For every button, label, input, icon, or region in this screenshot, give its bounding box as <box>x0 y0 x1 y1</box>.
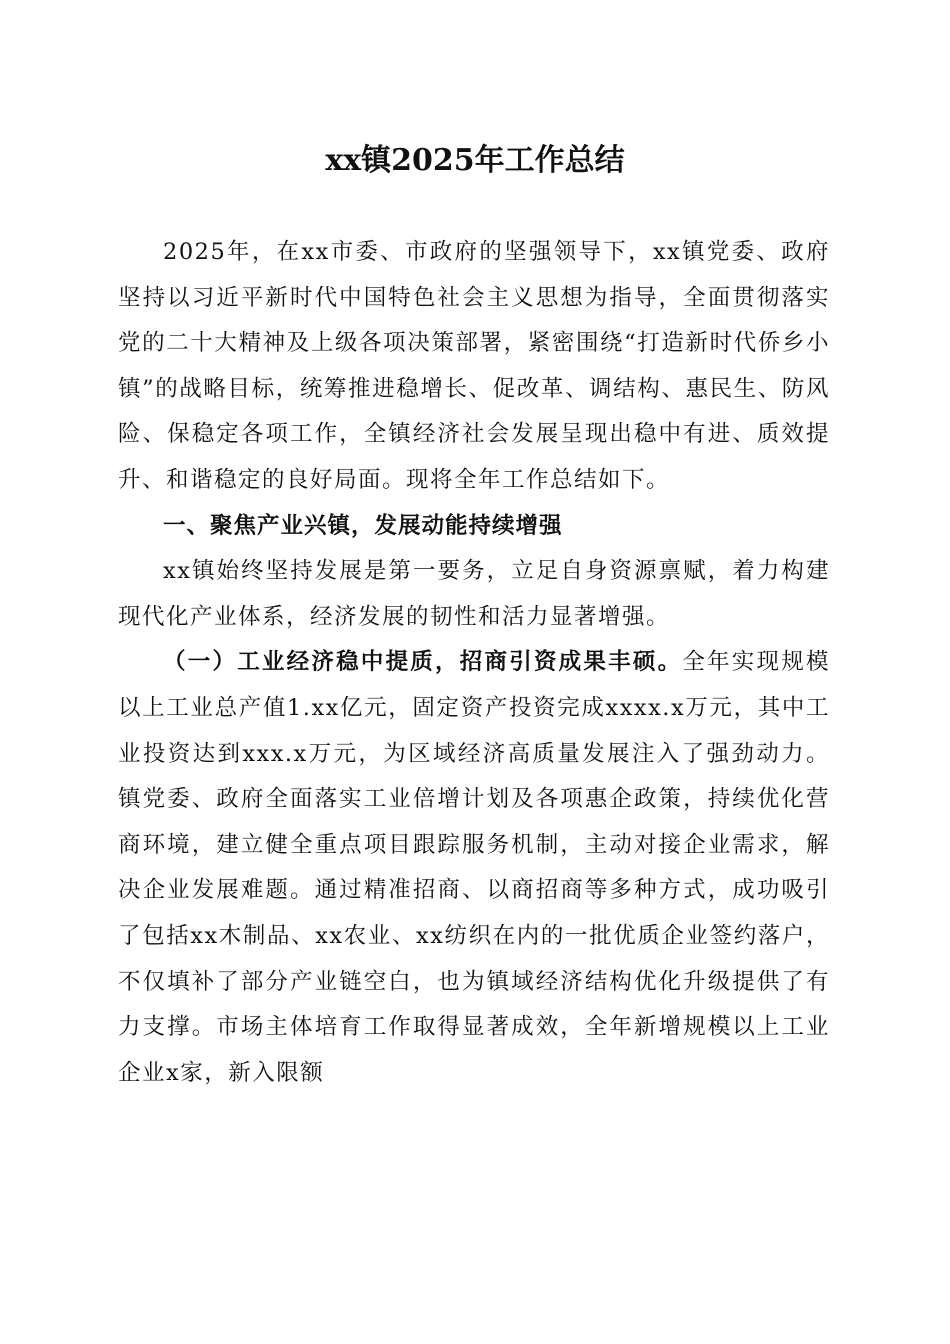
document-title: xx镇2025年工作总结 <box>325 143 625 178</box>
subsection-1-paragraph <box>118 640 830 1096</box>
subsection-1-lead: （一）工业经济稳中提质，招商引资成果丰硕。 <box>163 649 683 676</box>
intro-paragraph: 2025年，在xx市委、市政府的坚强领导下，xx镇党委、政府坚持以习近平新时代中国特色社会主义思想为指导，全面贯彻落实党的二十大精神及上级各项决策部署，紧密围绕“打造新时代侨乡小镇”的战略目标，统筹推进稳增长、促改革、调结构、惠民生、防风险、保稳定各项工作，全镇经济社会发展呈现出稳中有进、质效提升、和谐稳定的良好局面。现将全年工作总结如下。 <box>118 239 830 493</box>
section-1-paragraph: xx镇始终坚持发展是第一要务，立足自身资源禀赋，着力构建现代化产业体系，经济发展的韧性和活力显著增强。 <box>118 558 830 630</box>
section-1-heading: 一、聚焦产业兴镇，发展动能持续增强 <box>163 512 563 539</box>
subsection-1-text: 全年实现规模以上工业总产值1.xx亿元，固定资产投资完成xxxx.x万元，其中工业投资达到xxx.x万元，为区域经济高质量发展注入了强劲动力。镇党委、政府全面落实工业倍增计划及各项惠企政策，持续优化营商环境，建立健全重点项目跟踪服务机制，主动对接企业需求，解决企业发展难题。通过精准招商、以商招商等多种方式，成功吸引了包括xx木制品、xx农业、xx纺织在内的一批优质企业签约落户，不仅填补了部分产业链空白，也为镇域经济结构优化升级提供了有力支撑。市场主体培育工作取得显著成效，全年新增规模以上工业企业x家，新入限额 <box>118 649 830 1086</box>
document-body <box>118 230 830 1096</box>
